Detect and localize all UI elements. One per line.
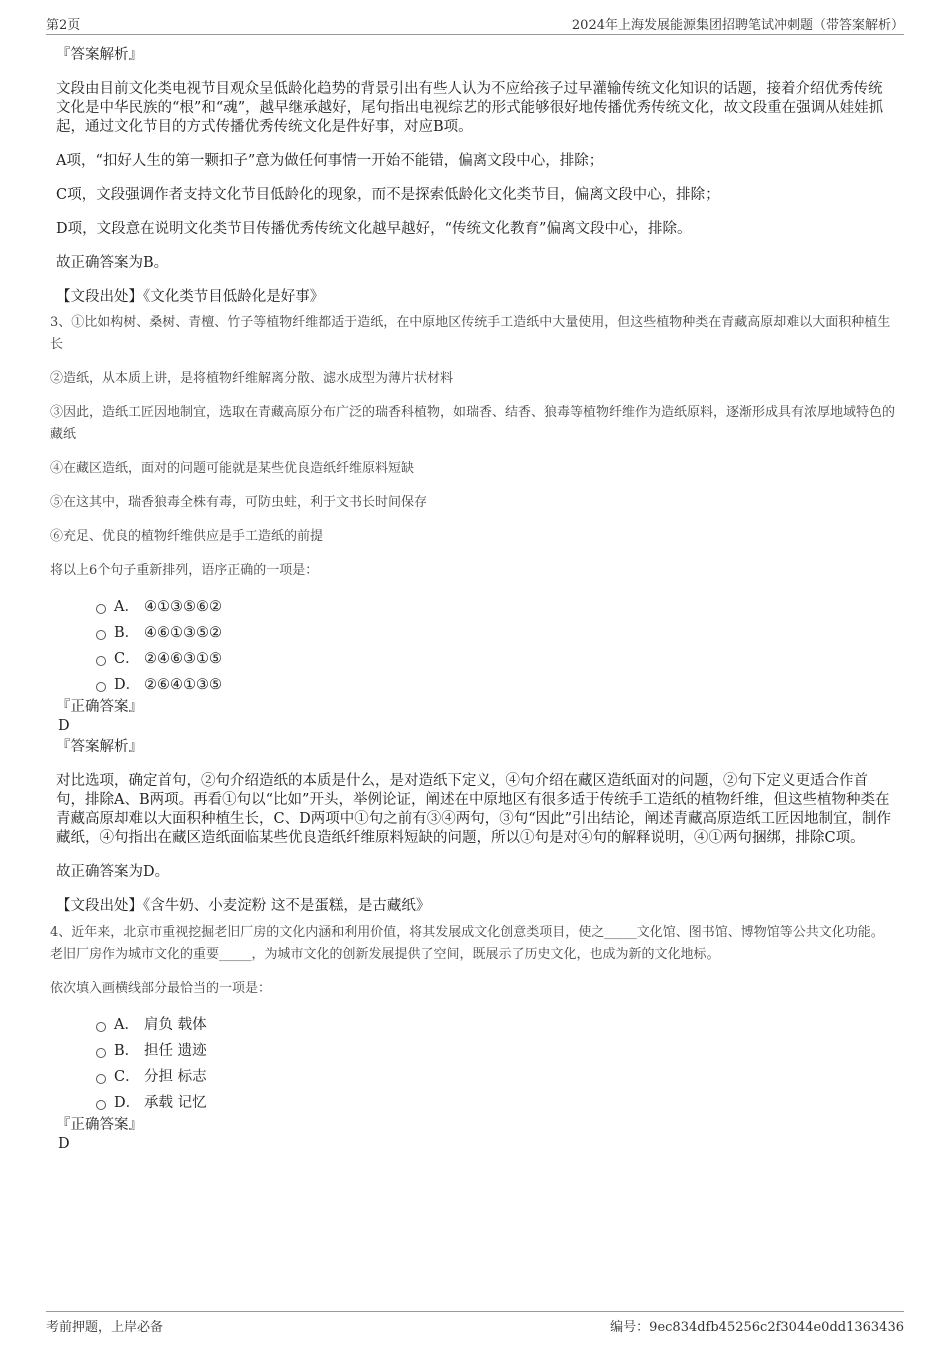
document-title: 2024年上海发展能源集团招聘笔试冲刺题（带答案解析） [571,18,904,33]
option-d[interactable] [56,1090,896,1116]
option-b[interactable] [56,620,896,646]
option-c[interactable] [56,646,896,672]
analysis-paragraph: 对比选项，确定首句，②句介绍造纸的本质是什么，是对造纸下定义，④句介绍在藏区造纸面对的问题，②句下定义更适合作首句，排除A、B两项。再看①句以“比如”开头，举例论证，阐述在中原地区有很多适于传统手工造纸的植物纤维，但这些植物种类在青藏高原却难以大面积种植生长，C、D两项中①句之前有③④两句，③句“因此”引出结论，阐述青藏高原造纸工匠因地制宜，制作藏纸，④句指出在藏区造纸面临某些优良造纸纤维原料短缺的问题，所以①句是对④句的解释说明，④①两句捆绑，排除C项。 [56,773,892,846]
sentence-5: ⑤在这其中，瑞香狼毒全株有毒，可防虫蛀，利于文书长时间保存 [50,495,428,510]
radio-icon[interactable] [96,1048,106,1058]
correct-answer: D [58,1136,70,1152]
option-letter: B． [114,1043,140,1059]
source-citation: 【文段出处】《文化类节目低龄化是好事》 [56,289,325,305]
radio-icon[interactable] [96,1100,106,1110]
page-number: 第2页 [46,18,81,33]
option-text: 承载 记忆 [144,1095,207,1111]
option-a[interactable] [56,594,896,620]
option-letter: C． [114,651,140,667]
correct-answer-heading: 『正确答案』 [56,1117,143,1133]
answer-options [56,594,896,698]
option-text: ②⑥④①③⑤ [144,677,222,693]
correct-answer-heading: 『正确答案』 [56,699,143,715]
conclusion: 故正确答案为D。 [56,864,170,880]
radio-icon[interactable] [96,604,106,614]
page-header [46,14,904,35]
page-footer [46,1311,904,1338]
analysis-paragraph: 文段由目前文化类电视节目观众呈低龄化趋势的背景引出有些人认为不应给孩子过早灌输传统文化知识的话题，接着介绍优秀传统文化是中华民族的“根”和“魂”，越早继承越好，尾句指出电视综艺的形式能够很好地传播优秀传统文化，故文段重在强调从娃娃抓起，通过文化节目的方式传播优秀传统文化是件好事，对应B项。 [56,81,884,135]
option-d[interactable] [56,672,896,698]
option-text: ②④⑥③①⑤ [144,651,222,667]
option-letter: A． [114,1017,139,1033]
radio-icon[interactable] [96,630,106,640]
question-prompt: 将以上6个句子重新排列，语序正确的一项是： [50,563,319,578]
option-c[interactable] [56,1064,896,1090]
option-letter: B． [114,625,140,641]
option-text: 分担 标志 [144,1069,207,1085]
analysis-heading: 『答案解析』 [56,47,143,63]
option-text: 肩负 载体 [144,1017,207,1033]
option-b[interactable] [56,1038,896,1064]
option-a[interactable] [56,1012,896,1038]
question-stem: 4、近年来，北京市重视挖掘老旧厂房的文化内涵和利用价值，将其发展成文化创意类项目，使之_____文化馆、图书馆、博物馆等公共文化功能。老旧厂房作为城市文化的重要_____，为城市文化的创新发展提供了空间，既展示了历史文化，也成为新的文化地标。 [50,925,884,962]
option-text: ④①③⑤⑥② [144,599,222,615]
option-letter: D． [114,1095,141,1111]
option-text: ④⑥①③⑤② [144,625,222,641]
analysis-option-c: C项，文段强调作者支持文化节目低龄化的现象，而不是探索低龄化文化类节目，偏离文段中心，排除； [56,187,720,203]
sentence-6: ⑥充足、优良的植物纤维供应是手工造纸的前提 [50,529,324,544]
analysis-heading: 『答案解析』 [56,739,143,755]
radio-icon[interactable] [96,1074,106,1084]
sentence-4: ④在藏区造纸，面对的问题可能就是某些优良造纸纤维原料短缺 [50,461,415,476]
option-letter: C． [114,1069,140,1085]
source-citation: 【文段出处】《含牛奶、小麦淀粉 这不是蛋糕，是古藏纸》 [56,898,431,914]
answer-options [56,1012,896,1116]
option-text: 担任 遗迹 [144,1043,207,1059]
option-letter: D． [114,677,141,693]
document-id: 编号：9ec834dfb45256c2f3044e0dd1363436 [610,1320,904,1335]
radio-icon[interactable] [96,1022,106,1032]
radio-icon[interactable] [96,656,106,666]
question-stem: 3、①比如构树、桑树、青檀、竹子等植物纤维都适于造纸，在中原地区传统手工造纸中大量使用，但这些植物种类在青藏高原却难以大面积种植生长 [50,315,891,352]
footer-slogan: 考前押题，上岸必备 [46,1320,164,1335]
analysis-option-d: D项，文段意在说明文化类节目传播优秀传统文化越早越好，“传统文化教育”偏离文段中心，排除。 [56,221,692,237]
correct-answer: D [58,718,70,734]
analysis-option-a: A项，“扣好人生的第一颗扣子”意为做任何事情一开始不能错，偏离文段中心，排除； [56,153,604,169]
sentence-2: ②造纸，从本质上讲，是将植物纤维解离分散、滤水成型为薄片状材料 [50,371,454,386]
sentence-3: ③因此，造纸工匠因地制宜，选取在青藏高原分布广泛的瑞香科植物，如瑞香、结香、狼毒等植物纤维作为造纸原料，逐渐形成具有浓厚地域特色的藏纸 [50,405,896,442]
conclusion: 故正确答案为B。 [56,255,169,271]
question-prompt: 依次填入画横线部分最恰当的一项是： [50,981,272,996]
option-letter: A． [114,599,139,615]
page-content [50,46,896,1154]
radio-icon[interactable] [96,682,106,692]
